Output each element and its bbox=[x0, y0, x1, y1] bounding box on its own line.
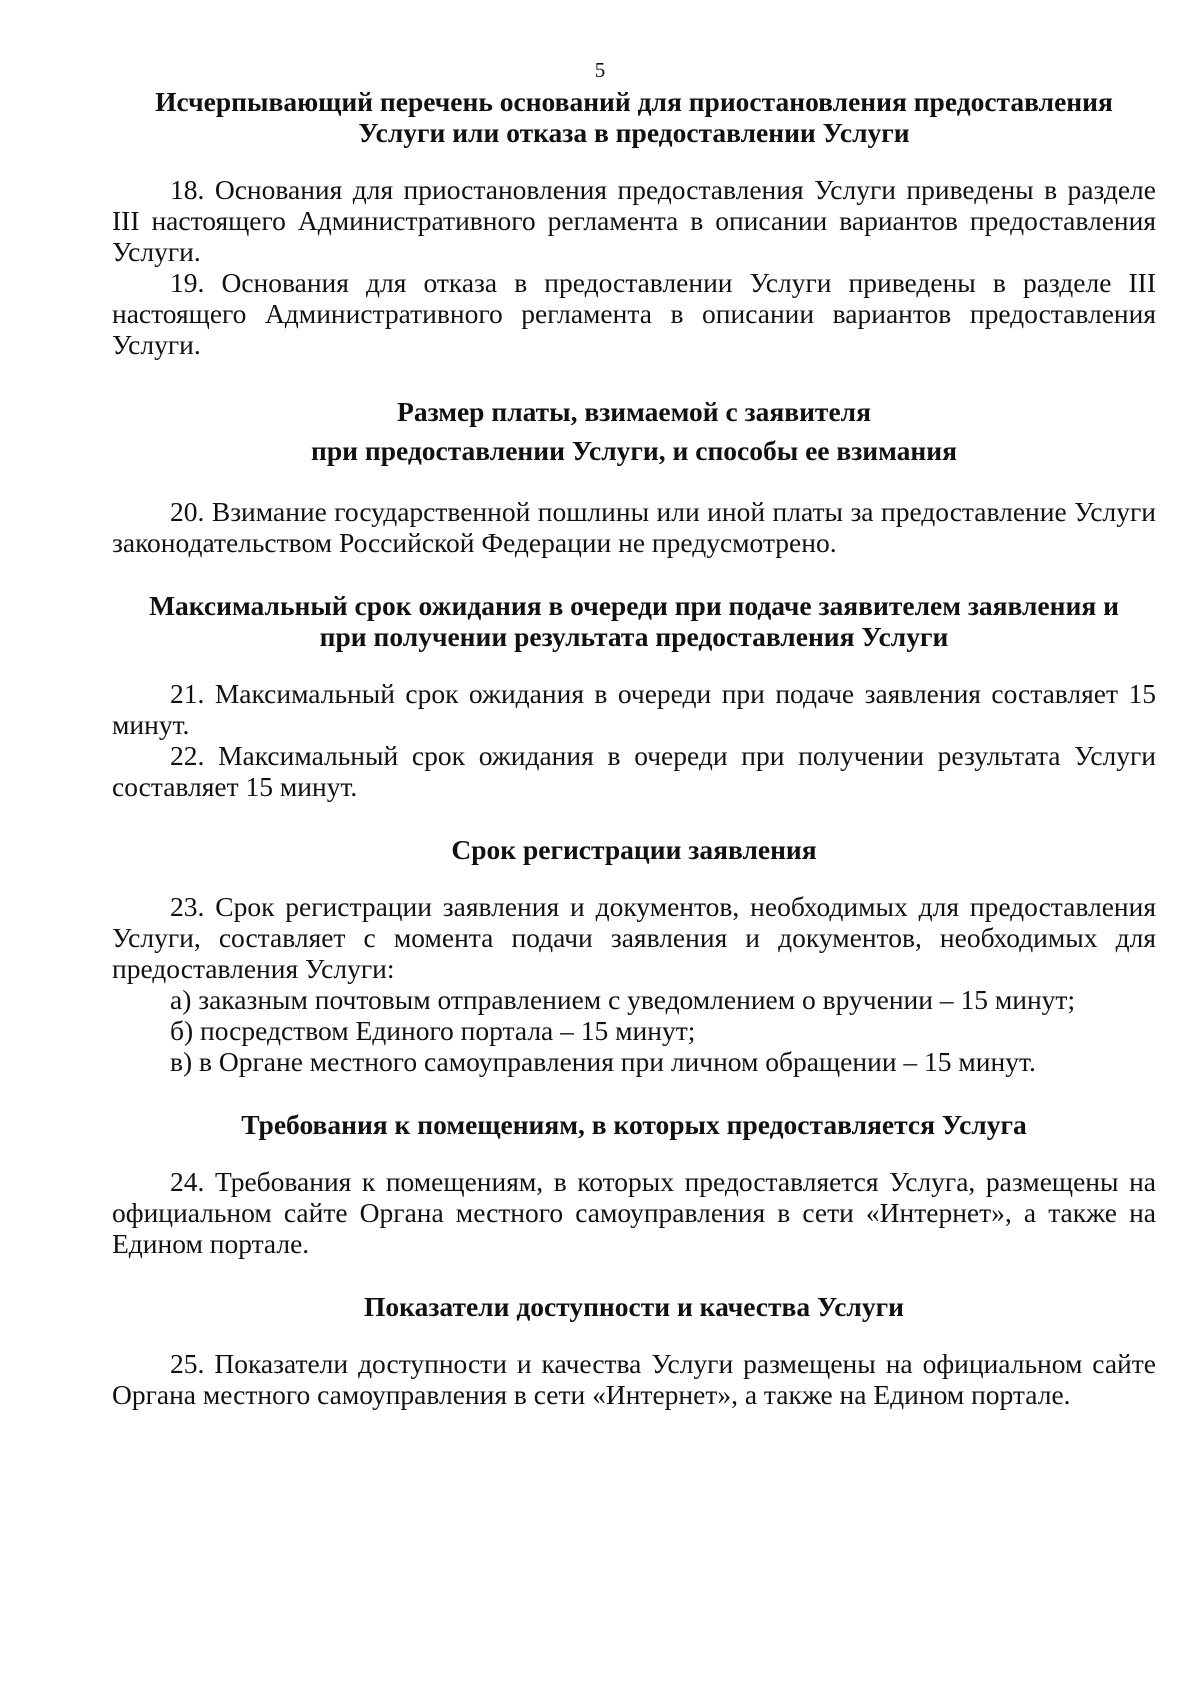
section-heading bbox=[112, 392, 1156, 470]
heading-line: Услуги или отказа в предоставлении Услуги bbox=[358, 117, 910, 148]
paragraph: 20. Взимание государственной пошлины или иной платы за предоставление Услуги законодательством Российской Федерации не предусмотрено. bbox=[112, 496, 1156, 558]
list-item: а) заказным почтовым отправлением с уведомлением о вручении – 15 минут; bbox=[170, 984, 1076, 1015]
heading-line: Максимальный срок ожидания в очереди при подаче заявителем заявления и bbox=[149, 590, 1119, 621]
heading-line: Срок регистрации заявления bbox=[451, 834, 817, 865]
section-heading bbox=[112, 590, 1156, 652]
paragraph: 25. Показатели доступности и качества Услуги размещены на официальном сайте Органа местного самоуправления в сети «Интернет», а также на Едином портале. bbox=[112, 1348, 1156, 1410]
heading-line: при предоставлении Услуги, и способы ее взимания bbox=[311, 435, 957, 466]
heading-line: при получении результата предоставления Услуги bbox=[319, 621, 949, 652]
heading-line: Размер платы, взимаемой с заявителя bbox=[397, 396, 871, 427]
section-heading bbox=[112, 834, 1156, 865]
heading-line: Исчерпывающий перечень оснований для приостановления предоставления bbox=[155, 86, 1113, 117]
paragraph: 24. Требования к помещениям, в которых предоставляется Услуга, размещены на официальном сайте Органа местного самоуправления в сети «Интернет», а также на Едином портале. bbox=[112, 1166, 1156, 1259]
document-content bbox=[112, 86, 1156, 1410]
list-item: в) в Органе местного самоуправления при личном обращении – 15 минут. bbox=[170, 1046, 1036, 1077]
page-number: 5 bbox=[594, 58, 606, 82]
paragraph: 22. Максимальный срок ожидания в очереди при получении результата Услуги составляет 15 минут. bbox=[112, 740, 1156, 802]
heading-line: Показатели доступности и качества Услуги bbox=[364, 1291, 904, 1322]
section-heading bbox=[112, 1291, 1156, 1322]
paragraph: 19. Основания для отказа в предоставлении Услуги приведены в разделе III настоящего Административного регламента в описании вариантов предоставления Услуги. bbox=[112, 267, 1156, 360]
heading-line: Требования к помещениям, в которых предоставляется Услуга bbox=[241, 1109, 1027, 1140]
section-heading bbox=[112, 86, 1156, 148]
paragraph: 18. Основания для приостановления предоставления Услуги приведены в разделе III настоящего Административного регламента в описании вариантов предоставления Услуги. bbox=[112, 174, 1156, 267]
paragraph: 23. Срок регистрации заявления и документов, необходимых для предоставления Услуги, составляет с момента подачи заявления и документов, необходимых для предоставления Услуги: bbox=[112, 891, 1156, 984]
list-item: б) посредством Единого портала – 15 минут; bbox=[170, 1015, 696, 1046]
section-heading bbox=[112, 1109, 1156, 1140]
paragraph: 21. Максимальный срок ожидания в очереди при подаче заявления составляет 15 минут. bbox=[112, 678, 1156, 740]
